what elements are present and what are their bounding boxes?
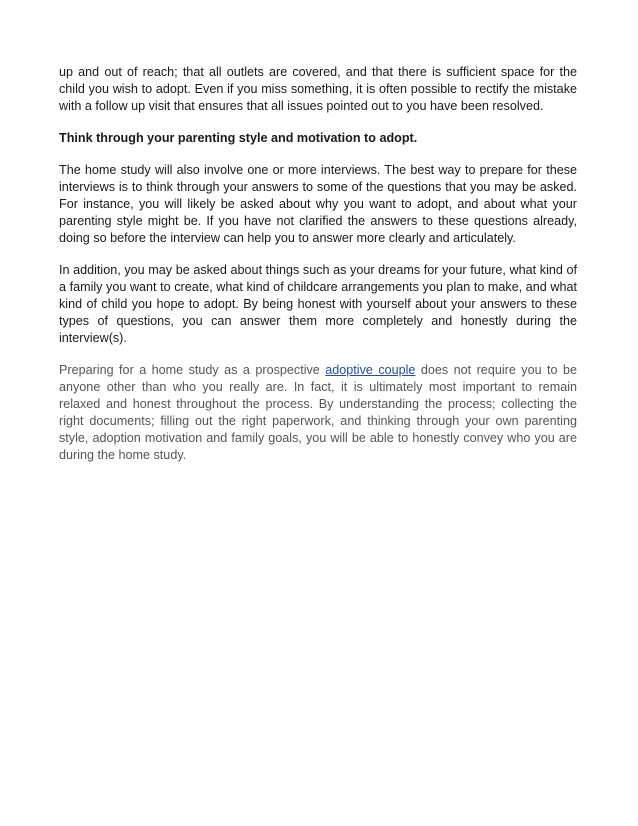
paragraph-home-safety: up and out of reach; that all outlets are covered, and that there is sufficient space for the child you wish to adopt. Even if you miss something, it is often possible to rectify the mistake with a follow up visit that ensures that all issues pointed out to you have been resolved.	[59, 65, 577, 113]
section-heading: Think through your parenting style and motivation to adopt.	[59, 131, 418, 145]
conclusion-text-start: Preparing for a home study as a prospective	[59, 363, 326, 377]
paragraph-conclusion	[59, 362, 577, 464]
paragraph-questions: In addition, you may be asked about things such as your dreams for your future, what kind of a family you want to create, what kind of childcare arrangements you plan to make, and what kind of child you hope to adopt. By being honest with yourself about your answers to these types of questions, you can answer them more completely and honestly during the interview(s).	[59, 263, 577, 345]
adoptive-couple-link[interactable]: adoptive couple	[325, 363, 416, 377]
paragraph-interviews: The home study will also involve one or more interviews. The best way to prepare for these interviews is to think through your answers to some of the questions that you may be asked. For instance, you will likely be asked about why you want to adopt, and about what your parenting style might be. If you have not clarified the answers to these questions already, doing so before the interview can help you to answer more clearly and articulately.	[59, 163, 577, 245]
document-body	[59, 64, 577, 464]
conclusion-text-end: does not require you to be anyone other than who you really are. In fact, it is ultimately most important to remain relaxed and honest throughout the process. By understanding the process; collecting the right documents; filling out the right paperwork, and thinking through your own parenting style, adoption motivation and family goals, you will be able to honestly convey who you are during the home study.	[59, 363, 577, 462]
